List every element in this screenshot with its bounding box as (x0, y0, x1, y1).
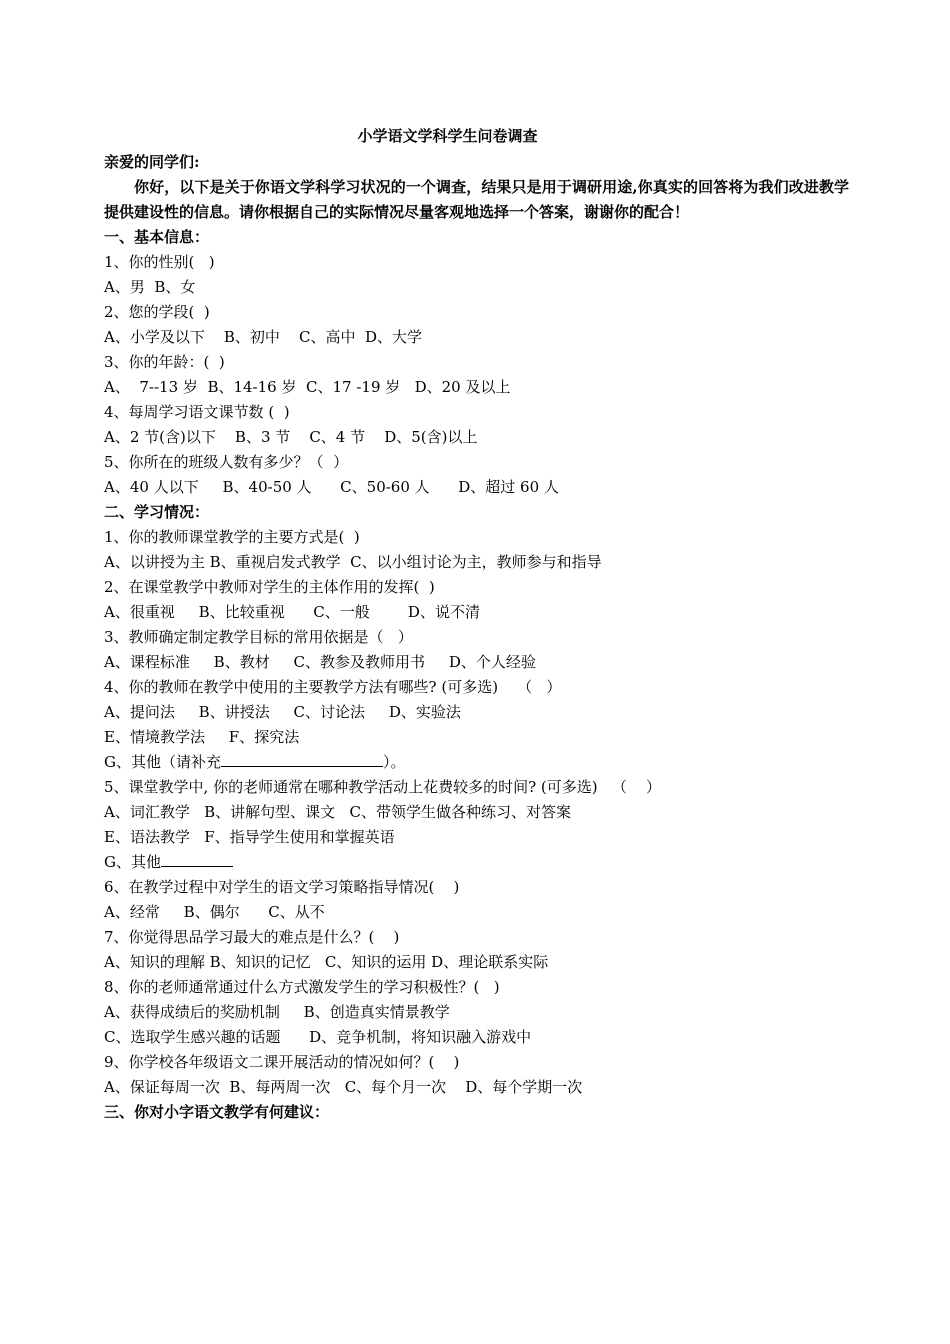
question-line: 7、你觉得思品学习最大的难点是什么？( ) (104, 928, 400, 946)
q4-other-label: G、其他（请补充 (104, 753, 221, 771)
question-line: A、词汇教学 B、讲解句型、课文 C、带领学生做各种练习、对答案 (104, 803, 571, 821)
question-line: A、提问法 B、讲授法 C、讨论法 D、实验法 (104, 703, 461, 721)
question-line: A、小学及以下 B、初中 C、高中 D、大学 (104, 328, 423, 346)
q5-other-label: G、其他 (104, 853, 161, 871)
intro-paragraph: 你好，以下是关于你语文学科学习状况的一个调查，结果只是用于调研用途,你真实的回答将为我们改进教学提供建设性的信息。请你根据自己的实际情况尽量客观地选择一个答案，谢谢你的配合！ (104, 178, 849, 221)
question-line: 9、你学校各年级语文二课开展活动的情况如何？( ) (104, 1053, 460, 1071)
question-line: A、2 节(含)以下 B、3 节 C、4 节 D、5(含)以上 (104, 428, 478, 446)
question-line: 1、你的性别( ) (104, 253, 215, 271)
question-line: 8、你的老师通常通过什么方式激发学生的学习积极性？( ) (104, 978, 500, 996)
q4-other-option (104, 750, 864, 775)
section-heading-learning: 二、学习情况： (104, 503, 210, 521)
question-line: 2、您的学段( ) (104, 303, 210, 321)
question-line: A、很重视 B、比较重视 C、一般 D、说不清 (104, 603, 480, 621)
question-line: C、选取学生感兴趣的话题 D、竞争机制，将知识融入游戏中 (104, 1028, 532, 1046)
section-heading-suggestions: 三、你对小字语文教学有何建议： (104, 1103, 330, 1121)
question-line: 2、在课堂教学中教师对学生的主体作用的发挥( ) (104, 578, 435, 596)
question-line: A、获得成绩后的奖励机制 B、创造真实情景教学 (104, 1003, 450, 1021)
page-title: 小学语文学科学生问卷调查 (357, 127, 538, 145)
q4-other-suffix: ）。 (382, 753, 406, 771)
learning-questions-part-b (104, 775, 864, 850)
question-line: A、 7--13 岁 B、14-16 岁 C、17 -19 岁 D、20 及以上 (104, 378, 511, 396)
q5-other-fill-blank[interactable] (161, 850, 233, 867)
question-line: 3、教师确定制定教学目标的常用依据是（ ） (104, 628, 413, 646)
learning-questions-part-c (104, 875, 864, 1100)
question-line: 5、课堂教学中, 你的老师通常在哪种教学活动上花费较多的时间? (可多选) （ ） (104, 778, 661, 796)
question-line: A、课程标准 B、教材 C、教参及教师用书 D、个人经验 (104, 653, 536, 671)
learning-questions-part-a (104, 525, 864, 750)
basic-info-questions (104, 250, 864, 500)
question-line: A、经常 B、偶尔 C、从不 (104, 903, 325, 921)
q5-other-option (104, 850, 864, 875)
question-line: A、男 B、女 (104, 278, 196, 296)
section-heading-basic-info: 一、基本信息： (104, 228, 210, 246)
question-line: 4、你的教师在教学中使用的主要教学方法有哪些? (可多选) （ ） (104, 678, 562, 696)
question-line: A、保证每周一次 B、每两周一次 C、每个月一次 D、每个学期一次 (104, 1078, 583, 1096)
question-line: A、知识的理解 B、知识的记忆 C、知识的运用 D、理论联系实际 (104, 953, 549, 971)
greeting: 亲爱的同学们: (104, 153, 200, 171)
question-line: A、40 人以下 B、40-50 人 C、50-60 人 D、超过 60 人 (104, 478, 559, 496)
question-line: 5、你所在的班级人数有多少？（ ） (104, 453, 349, 471)
questionnaire-body (104, 150, 864, 1125)
question-line: 1、你的教师课堂教学的主要方式是( ) (104, 528, 360, 546)
question-line: E、语法教学 F、指导学生使用和掌握英语 (104, 828, 395, 846)
question-line: A、以讲授为主 B、重视启发式教学 C、以小组讨论为主，教师参与和指导 (104, 553, 602, 571)
question-line: 3、你的年龄：( ) (104, 353, 225, 371)
question-line: 4、每周学习语文课节数 ( ) (104, 403, 290, 421)
q4-other-fill-blank[interactable] (221, 750, 383, 767)
question-line: 6、在教学过程中对学生的语文学习策略指导情况( ) (104, 878, 460, 896)
question-line: E、情境教学法 F、探究法 (104, 728, 300, 746)
